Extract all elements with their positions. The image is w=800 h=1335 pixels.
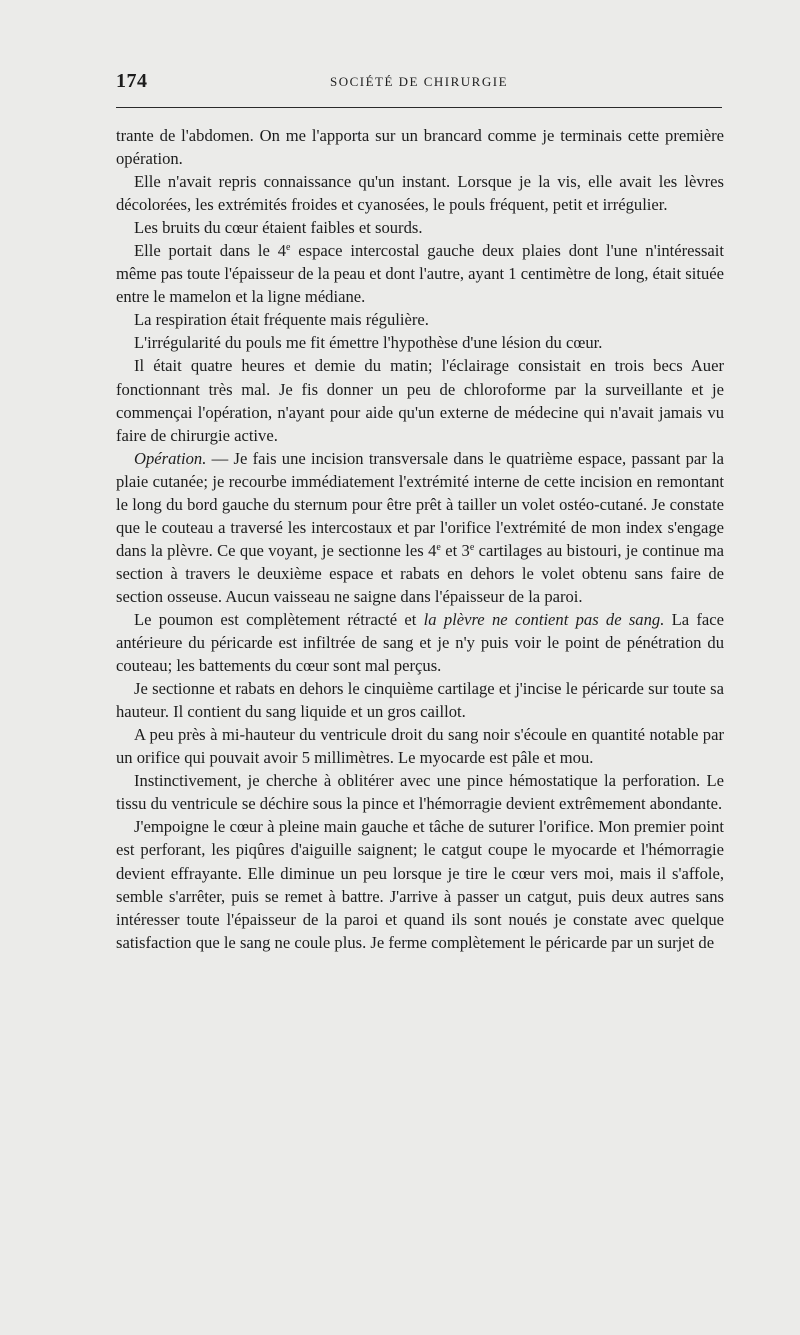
italic-emphasis: la plèvre ne contient pas de sang. [423, 609, 665, 629]
text-run: Elle portait dans le 4 [134, 241, 287, 261]
text-run: espace intercostal gauche deux plaies dont l'une n'intéressait même pas toute l'épaisseur de la peau et dont l'autre, ayant 1 centimètre de long, était située entre le mamelon et la ligne médiane. [116, 241, 724, 307]
text-run: et 3 [440, 540, 470, 560]
paragraph: Instinctivement, je cherche à oblitérer avec une pince hémostatique la perforation. Le tissu du ventricule se déchire sous la pince et l'hémorragie devient extrêmement abondante. [116, 771, 724, 814]
header-rule [116, 107, 722, 108]
ordinal-superscript: e [436, 541, 441, 553]
paragraph [116, 239, 724, 308]
paragraph [116, 447, 724, 608]
text-run: La face antérieure du péricarde est infiltrée de sang et je n'y puis voir le point de pénétration du couteau; les battements du cœur sont mal perçus. [116, 609, 725, 676]
paragraph: Les bruits du cœur étaient faibles et sourds. [134, 218, 423, 238]
body-text [116, 124, 724, 954]
section-heading-italic: Opération. [134, 448, 207, 468]
paragraph: Je sectionne et rabats en dehors le cinquième cartilage et j'incise le péricarde sur toute sa hauteur. Il contient du sang liquide et un gros caillot. [116, 679, 724, 722]
paragraph: A peu près à mi-hauteur du ventricule droit du sang noir s'écoule en quantité notable par un orifice qui pouvait avoir 5 millimètres. Le myocarde est pâle et mou. [116, 725, 724, 768]
paragraph: Elle n'avait repris connaissance qu'un instant. Lorsque je la vis, elle avait les lèvres décolorées, les extrémités froides et cyanosées, le pouls fréquent, petit et irrégulier. [116, 172, 724, 215]
page-number: 174 [116, 70, 148, 92]
paragraph: La respiration était fréquente mais régulière. [134, 310, 429, 330]
paragraph: L'irrégularité du pouls me fit émettre l'hypothèse d'une lésion du cœur. [134, 333, 603, 353]
ordinal-superscript: e [469, 541, 475, 553]
paragraph: J'empoigne le cœur à pleine main gauche et tâche de suturer l'orifice. Mon premier point est perforant, les piqûres d'aiguille saignent; le catgut coupe le myocarde et l'hémorragie devient effrayante. Elle diminue un peu lorsque je tire le cœur vers moi, mais il s'affole, semble s'arrêter, puis se remet à battre. J'arrive à passer un catgut, puis deux autres sans intéresser toute l'épaisseur de la paroi et quand ils sont noués je constate avec quelque satisfaction que le sang ne coule plus. Je ferme complètement le péricarde par un surjet de [116, 817, 724, 952]
ordinal-superscript: e [286, 242, 291, 254]
paragraph: trante de l'abdomen. On me l'apporta sur un brancard comme je terminais cette première opération. [116, 126, 724, 169]
paragraph [116, 608, 724, 677]
running-head: SOCIÉTÉ DE CHIRURGIE [329, 74, 509, 89]
page-header [116, 66, 722, 106]
paragraph: Il était quatre heures et demie du matin; l'éclairage consistait en trois becs Auer fonctionnant très mal. Je fis donner un peu de chloroforme par la surveillante et je commençai l'opération, n'ayant pour aide qu'un externe de médecine qui n'avait jamais vu faire de chirurgie active. [116, 356, 724, 445]
text-run: Le poumon est complètement rétracté et [134, 609, 424, 629]
text-run: — Je fais une incision transversale dans le quatrième espace, passant par la plaie cutanée; je recourbe immédiatement l'extrémité interne de cette incision en remontant le long du bord gauche du sternum pour être prêt à tailler un volet ostéo-cutané. Je constate que le couteau a traversé les intercostaux et par l'orifice l'extrémité de mon index s'engage dans la plèvre. Ce que voyant, je sectionne les 4 [116, 448, 724, 560]
text-run: cartilages au bistouri, je continue ma section à travers le deuxième espace et rabats en dehors le volet obtenu sans faire de section osseuse. Aucun vaisseau ne saigne dans l'épaisseur de la paroi. [116, 540, 724, 606]
